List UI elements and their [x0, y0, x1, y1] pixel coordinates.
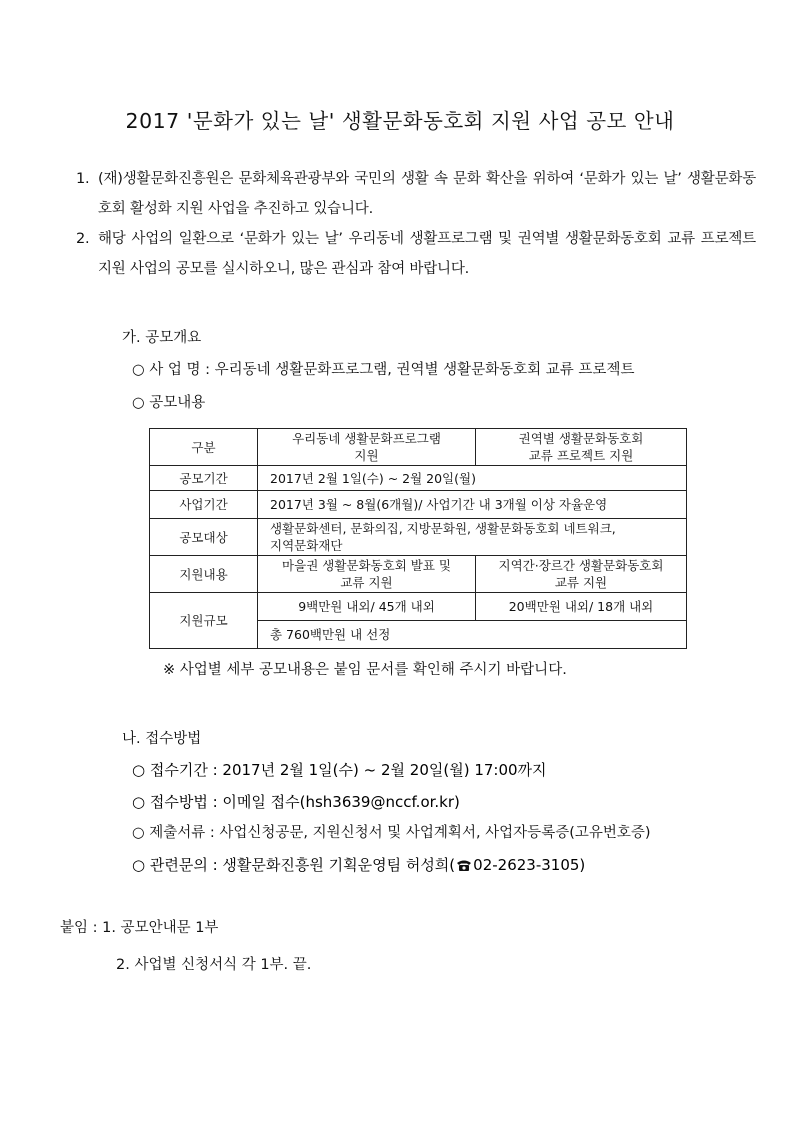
row-value-target-line1: 생활문화센터, 문화의집, 지방문화원, 생활문화동호회 네트워크, — [270, 521, 616, 536]
row-value-scale-col1: 9백만원 내외/ 45개 내외 — [258, 593, 476, 621]
row-label-business: 사업기간 — [150, 491, 258, 519]
row-label-scale: 지원규모 — [150, 593, 258, 649]
intro-item-2 — [76, 224, 756, 284]
intro-item-text: (재)생활문화진흥원은 문화체육관광부와 국민의 생활 속 문화 확산을 위하여 ‘문화가 있는 날’ 생활문화동호회 활성화 지원 사업을 추진하고 있습니다. — [98, 171, 756, 217]
support-col2-line1: 지역간·장르간 생활문화동호회 — [498, 558, 664, 573]
row-label-support: 지원내용 — [150, 556, 258, 593]
row-value-scale-total: 총 760백만원 내 선정 — [258, 621, 687, 649]
contact-prefix: ○ 관련문의 : 생활문화진흥원 기획운영팀 허성희( — [132, 856, 456, 874]
table-row — [150, 466, 687, 491]
intro-paragraphs — [76, 164, 756, 284]
document-title: 2017 '문화가 있는 날' 생활문화동호회 지원 사업 공모 안내 — [125, 109, 675, 133]
row-value-support-col2 — [476, 556, 687, 593]
support-col1-line1: 마을권 생활문화동호회 발표 및 — [282, 558, 451, 573]
intro-item-number: 1. — [76, 171, 90, 187]
intro-item-number: 2. — [76, 231, 90, 247]
table-row — [150, 491, 687, 519]
row-value-support-col1 — [258, 556, 476, 593]
phone-icon — [456, 852, 472, 882]
table-header-col2 — [476, 429, 687, 466]
row-label-target: 공모대상 — [150, 519, 258, 556]
intro-item-text: 해당 사업의 일환으로 ‘문화가 있는 날’ 우리동네 생활프로그램 및 권역별 생활문화동호회 교류 프로젝트 지원 사업의 공모를 실시하오니, 많은 관심과 참여 바랍니다. — [98, 231, 756, 277]
table-header-col1-line1: 우리동네 생활문화프로그램 — [292, 431, 441, 446]
section-a-heading: 가. 공모개요 — [122, 330, 202, 346]
contact-phone: 02-2623-3105) — [473, 856, 586, 874]
table-header-col1-line2: 지원 — [354, 448, 379, 463]
bullet-contact — [132, 850, 585, 882]
row-value-target-line2: 지역문화재단 — [270, 538, 343, 553]
section-b-heading: 나. 접수방법 — [122, 731, 202, 747]
table-row — [150, 429, 687, 466]
table-header-col2-line2: 교류 프로젝트 지원 — [528, 448, 634, 463]
row-value-scale-col2: 20백만원 내외/ 18개 내외 — [476, 593, 687, 621]
row-value-period: 2017년 2월 1일(수) ~ 2월 20일(월) — [258, 466, 687, 491]
intro-item-1 — [76, 164, 756, 224]
attachment-line-2: 2. 사업별 신청서식 각 1부. 끝. — [116, 957, 312, 973]
note-text: ※ 사업별 세부 공모내용은 붙임 문서를 확인해 주시기 바랍니다. — [163, 662, 567, 678]
attachment-line-1: 붙임 : 1. 공모안내문 1부 — [60, 920, 219, 936]
overview-table — [149, 428, 687, 649]
bullet-reception-method: ○ 접수방법 : 이메일 접수(hsh3639@nccf.or.kr) — [132, 793, 460, 811]
bullet-project-name: ○ 사 업 명 : 우리동네 생활문화프로그램, 권역별 생활문화동호회 교류 프로젝트 — [132, 362, 635, 378]
bullet-contest-content: ○ 공모내용 — [132, 395, 206, 411]
table-row — [150, 593, 687, 621]
table-header-label: 구분 — [150, 429, 258, 466]
row-value-target — [258, 519, 687, 556]
support-col1-line2: 교류 지원 — [340, 575, 393, 590]
table-header-col2-line1: 권역별 생활문화동호회 — [518, 431, 644, 446]
row-label-period: 공모기간 — [150, 466, 258, 491]
table-row — [150, 519, 687, 556]
bullet-reception-period: ○ 접수기간 : 2017년 2월 1일(수) ~ 2월 20일(월) 17:00까지 — [132, 761, 547, 779]
table-header-col1 — [258, 429, 476, 466]
table-row — [150, 556, 687, 593]
support-col2-line2: 교류 지원 — [554, 575, 608, 590]
row-value-business: 2017년 3월 ~ 8월(6개월)/ 사업기간 내 3개월 이상 자율운영 — [258, 491, 687, 519]
bullet-documents: ○ 제출서류 : 사업신청공문, 지원신청서 및 사업계획서, 사업자등록증(고유번호증) — [132, 825, 651, 841]
